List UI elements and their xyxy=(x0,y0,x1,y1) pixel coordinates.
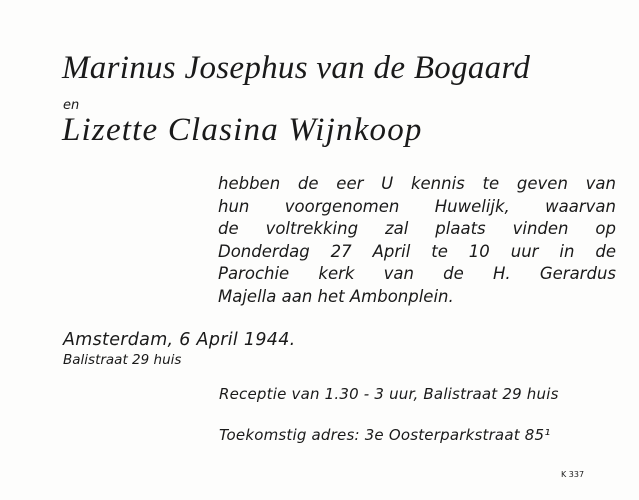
announcement-line: hun voorgenomen Huwelijk, waarvan xyxy=(218,196,616,216)
future-address: Toekomstig adres: 3e Oosterparkstraat 85¹ xyxy=(219,426,551,444)
announcement-line: Majella aan het Ambonplein. xyxy=(218,286,454,306)
announcement-line: Parochie kerk van de H. Gerardus xyxy=(218,264,616,284)
sender-address: Balistraat 29 huis xyxy=(63,352,182,368)
conjunction-text: en xyxy=(63,98,80,113)
announcement-paragraph xyxy=(218,173,616,309)
bride-name: Lizette Clasina Wijnkoop xyxy=(62,112,423,148)
groom-name: Marinus Josephus van de Bogaard xyxy=(62,50,531,86)
announcement-line: Donderdag 27 April te 10 uur in de xyxy=(218,241,616,261)
announcement-line: de voltrekking zal plaats vinden op xyxy=(218,219,616,239)
announcement-line: hebben de eer U kennis te geven van xyxy=(218,174,616,193)
reception-info: Receptie van 1.30 - 3 uur, Balistraat 29 huis xyxy=(219,385,559,403)
printer-code: K 337 xyxy=(561,470,585,479)
place-date: Amsterdam, 6 April 1944. xyxy=(63,330,296,350)
